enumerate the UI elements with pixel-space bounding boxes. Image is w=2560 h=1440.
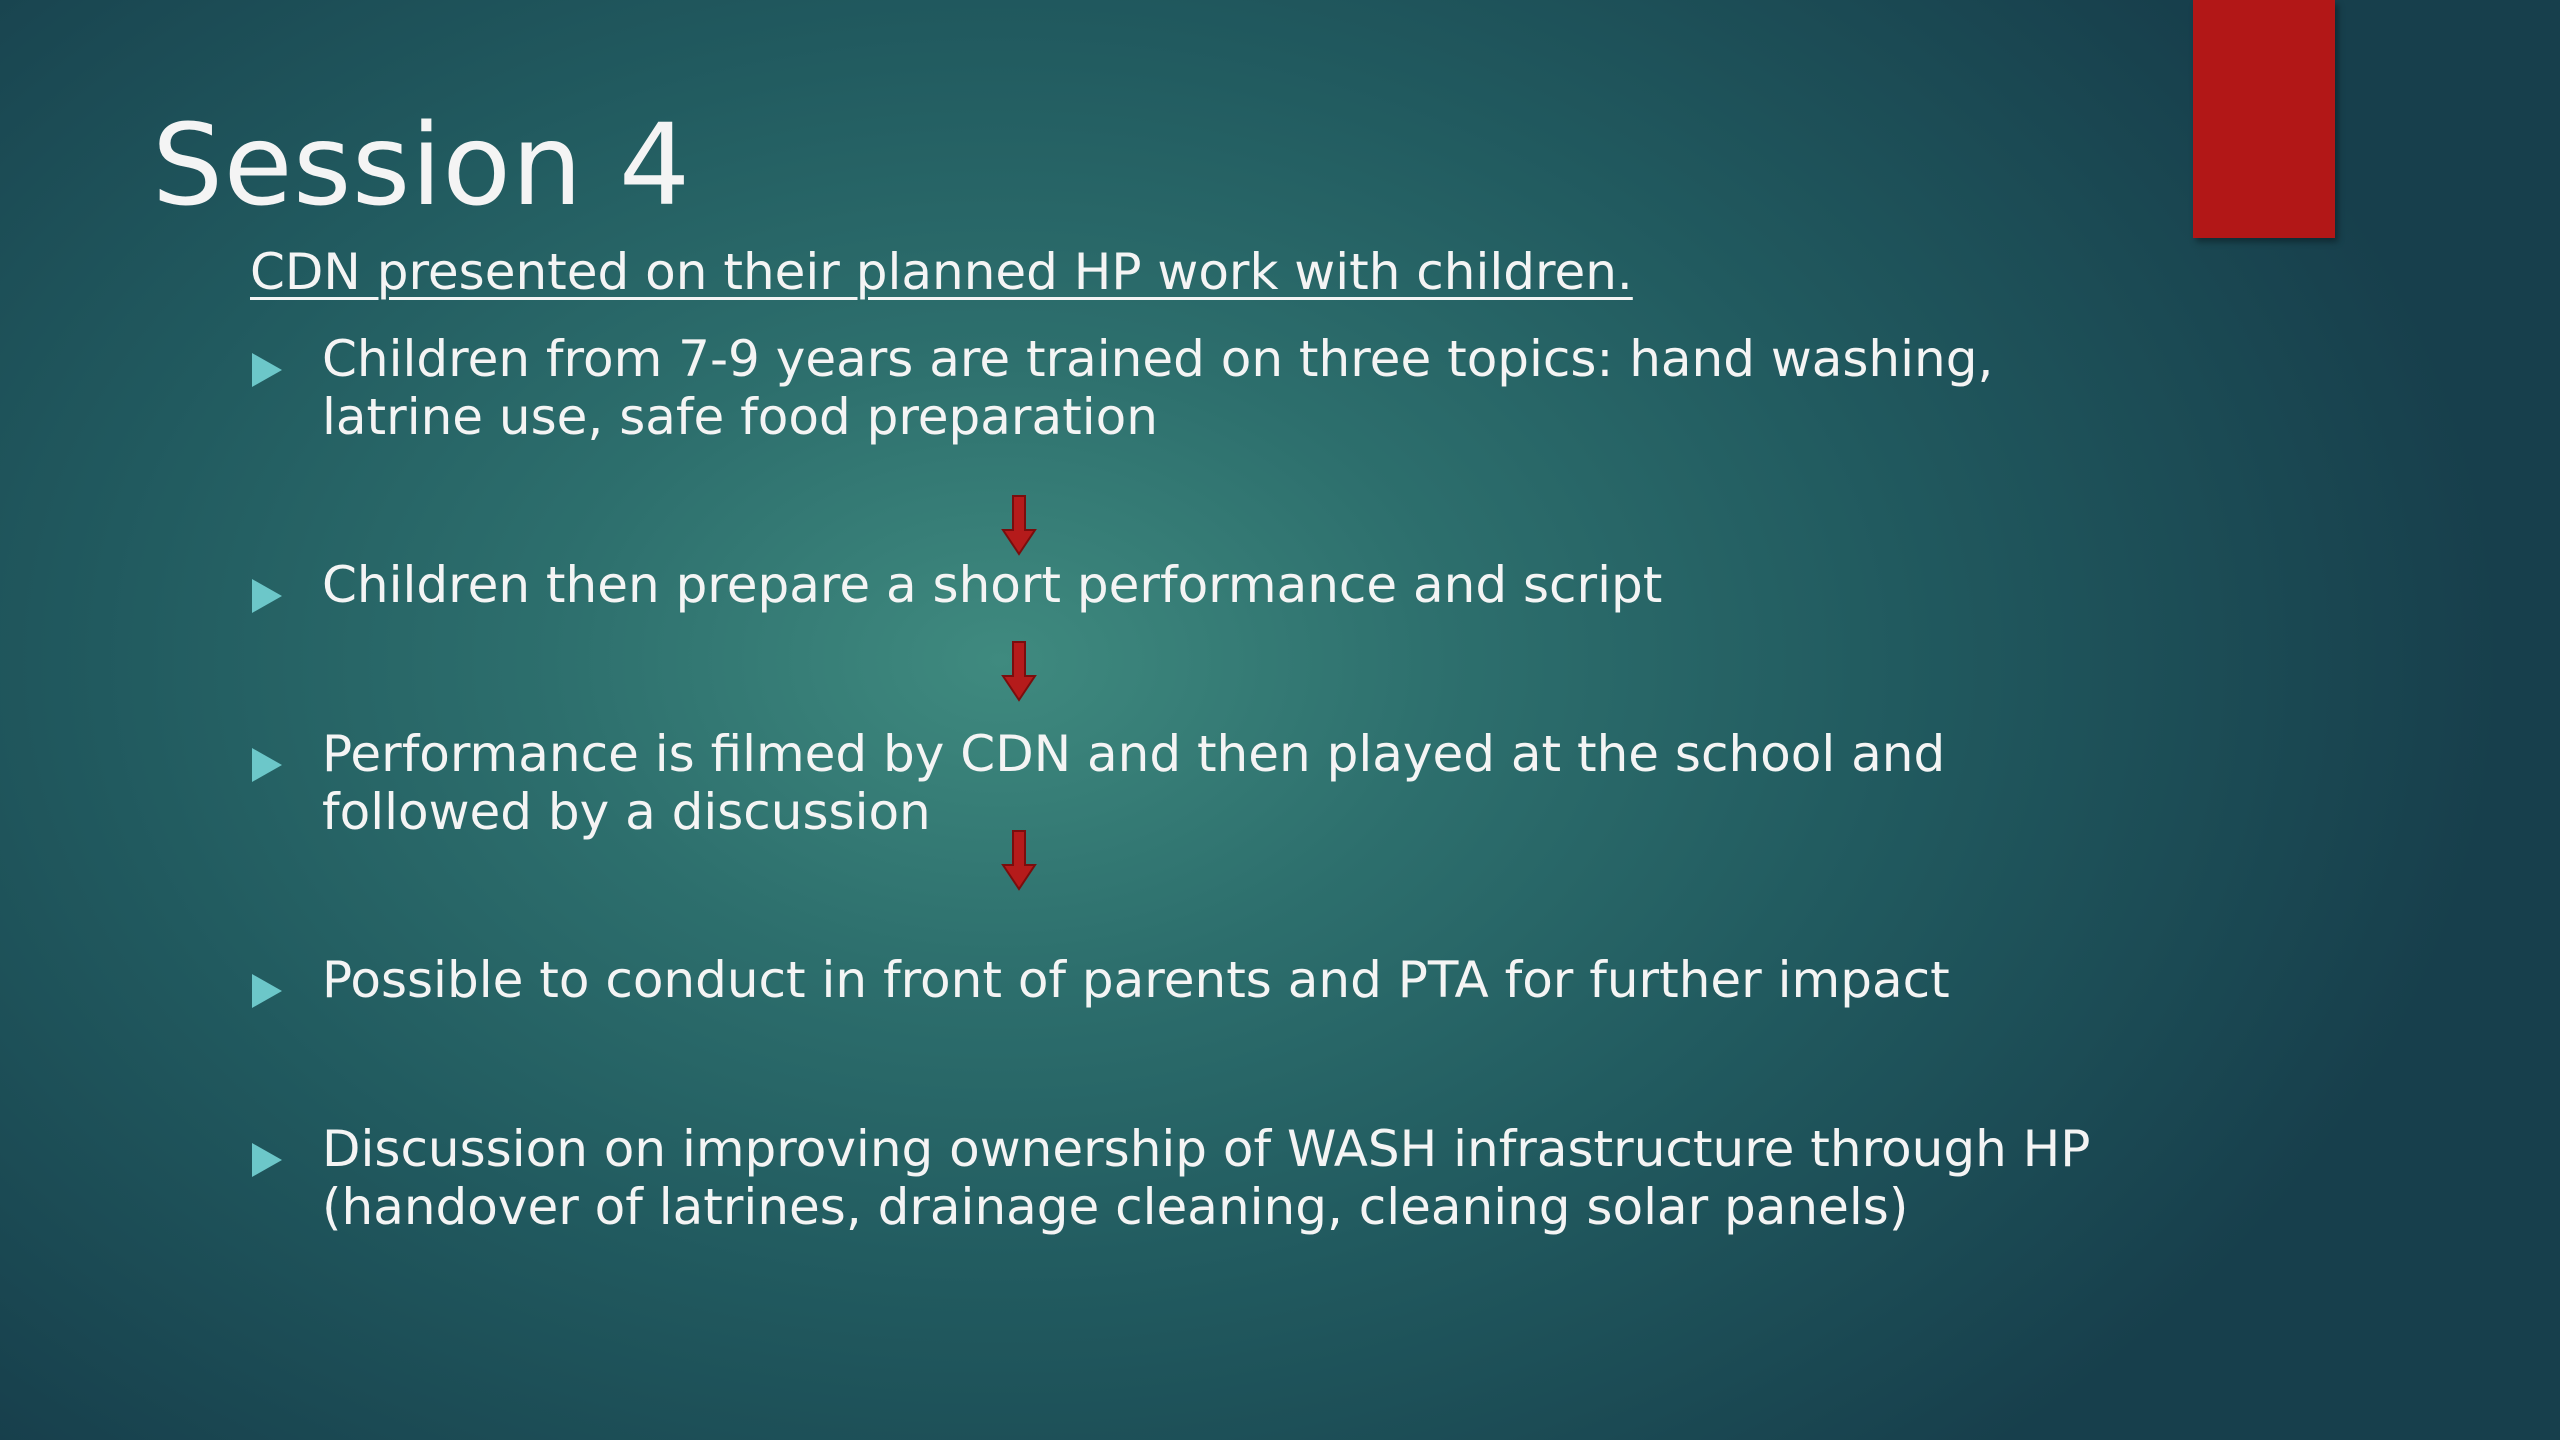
bullet-item-3 xyxy=(252,725,2112,841)
bullet-item-2 xyxy=(252,556,2112,614)
bullet-item-1 xyxy=(252,330,2112,446)
slide-title: Session 4 xyxy=(152,101,691,231)
down-arrow-icon xyxy=(1001,640,1037,702)
slide-subtitle: CDN presented on their planned HP work with children. xyxy=(250,243,1633,301)
bullet-text: Possible to conduct in front of parents and PTA for further impact xyxy=(322,951,1950,1009)
bullet-item-5 xyxy=(252,1120,2112,1236)
red-accent-bar xyxy=(2193,0,2335,238)
triangle-bullet-icon xyxy=(252,974,282,1008)
bullet-text: Performance is filmed by CDN and then played at the school and followed by a discussion xyxy=(322,725,1946,841)
triangle-bullet-icon xyxy=(252,579,282,613)
down-arrow-icon xyxy=(1001,494,1037,556)
triangle-bullet-icon xyxy=(252,353,282,387)
bullet-text: Discussion on improving ownership of WASH infrastructure through HP (handover of latrines, drainage cleaning, cleaning solar panels) xyxy=(322,1120,2091,1236)
bullet-text: Children from 7-9 years are trained on three topics: hand washing, latrine use, safe food preparation xyxy=(322,330,1994,446)
triangle-bullet-icon xyxy=(252,748,282,782)
down-arrow-icon xyxy=(1001,829,1037,891)
triangle-bullet-icon xyxy=(252,1143,282,1177)
bullet-text: Children then prepare a short performance and script xyxy=(322,556,1663,614)
bullet-item-4 xyxy=(252,951,2112,1009)
